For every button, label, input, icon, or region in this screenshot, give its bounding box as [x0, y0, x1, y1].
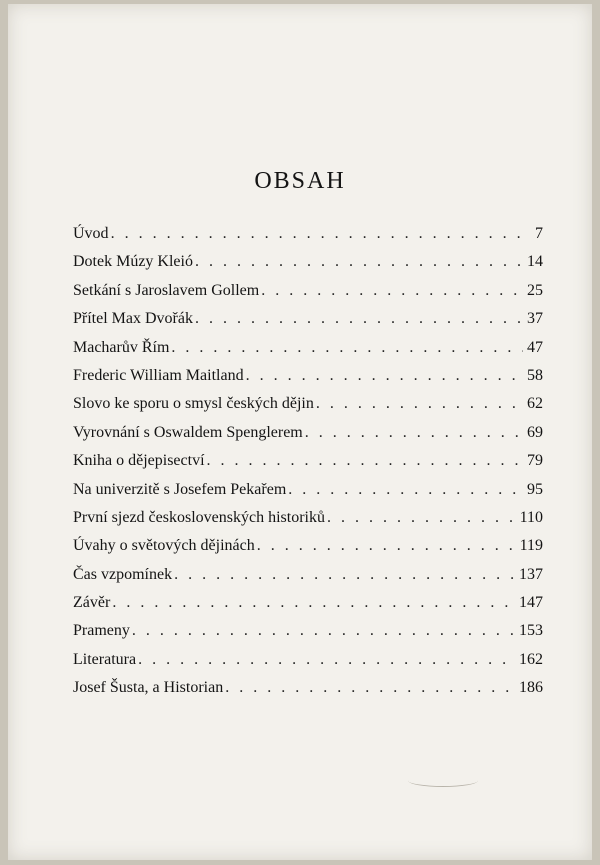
page-title: OBSAH: [254, 168, 346, 194]
dot-leader: [327, 509, 518, 527]
toc-entry-page: 110: [519, 508, 543, 526]
toc-entry-page: 69: [527, 423, 543, 441]
dot-leader: [171, 339, 523, 357]
toc-entry-slovo-ke-sporu: [73, 395, 543, 423]
toc-entry-kniha-o-dejepisectvi: [73, 452, 543, 480]
dot-leader: [112, 594, 517, 612]
dot-leader: [132, 622, 517, 640]
toc-entry-label: Vyrovnání s Oswaldem Spenglerem: [73, 423, 303, 441]
toc-entry-na-univerzite-s-pekarem: [73, 481, 543, 509]
dot-leader: [246, 367, 523, 385]
pencil-mark: [408, 774, 478, 787]
toc-entry-label: Závěr: [73, 594, 111, 612]
dot-leader: [195, 253, 523, 271]
toc-entry-label: Slovo ke sporu o smysl českých dějin: [73, 395, 314, 413]
dot-leader: [138, 651, 517, 669]
toc-entry-cas-vzpominek: [73, 566, 543, 594]
toc-entry-label: Na univerzitě s Josefem Pekařem: [73, 480, 287, 498]
toc-entry-setkani-s-gollem: [73, 282, 543, 310]
toc-entry-prameny: [73, 622, 543, 650]
toc-entry-page: 186: [519, 679, 543, 697]
dot-leader: [316, 395, 523, 413]
toc-entry-label: Přítel Max Dvořák: [73, 310, 193, 328]
toc-entry-english-summary: [73, 679, 543, 707]
toc-entry-label: Setkání s Jaroslavem Gollem: [73, 281, 260, 299]
dot-leader: [261, 282, 523, 300]
dot-leader: [288, 481, 523, 499]
toc-entry-page: 137: [519, 565, 543, 583]
toc-entry-page: 14: [527, 253, 543, 271]
toc-entry-label: Frederic William Maitland: [73, 366, 244, 384]
toc-entry-page: 47: [527, 338, 543, 356]
toc-entry-page: 62: [527, 395, 543, 413]
toc-entry-page: 7: [535, 225, 543, 242]
toc-entry-uvod: [73, 225, 543, 253]
dot-leader: [305, 424, 523, 442]
toc-entry-label: Macharův Řím: [73, 338, 170, 356]
toc-entry-page: 147: [519, 594, 543, 612]
toc-entry-page: 25: [527, 281, 543, 299]
toc-entry-label: Úvahy o světových dějinách: [73, 537, 255, 555]
toc-entry-page: 95: [527, 480, 543, 498]
toc-entry-label: Úvod: [73, 225, 109, 242]
toc-entry-label: Literatura: [73, 650, 137, 668]
toc-entry-label: Kniha o dějepisectví: [73, 452, 205, 470]
toc-entry-uvahy-o-svetovych-dejinach: [73, 537, 543, 565]
dot-leader: [225, 679, 517, 697]
toc-entry-page: 79: [527, 452, 543, 470]
toc-entry-label: Josef Šusta, a Historian: [73, 679, 224, 697]
toc-entry-page: 37: [527, 310, 543, 328]
toc-entry-prvni-sjezd: [73, 509, 543, 537]
toc-entry-page: 153: [519, 622, 543, 640]
toc-entry-label: Prameny: [73, 622, 130, 640]
toc-entry-dotek-muzy-kleio: [73, 253, 543, 281]
dot-leader: [111, 225, 523, 243]
toc-entry-maitland: [73, 367, 543, 395]
dot-leader: [174, 566, 517, 584]
dot-leader: [195, 310, 523, 328]
toc-entry-zaver: [73, 594, 543, 622]
table-of-contents: [73, 225, 543, 708]
toc-entry-pritel-max-dvorak: [73, 310, 543, 338]
toc-entry-label: Dotek Múzy Kleió: [73, 253, 193, 271]
toc-entry-label: První sjezd československých historiků: [73, 508, 325, 526]
toc-entry-page: 162: [519, 650, 543, 668]
toc-entry-label: Čas vzpomínek: [73, 565, 173, 583]
toc-entry-page: 58: [527, 366, 543, 384]
toc-entry-literatura: [73, 651, 543, 679]
dot-leader: [257, 537, 518, 555]
toc-entry-macharuv-rim: [73, 339, 543, 367]
toc-entry-vyrovnani-se-spenglerem: [73, 424, 543, 452]
dot-leader: [207, 452, 523, 470]
toc-entry-page: 119: [519, 537, 543, 555]
